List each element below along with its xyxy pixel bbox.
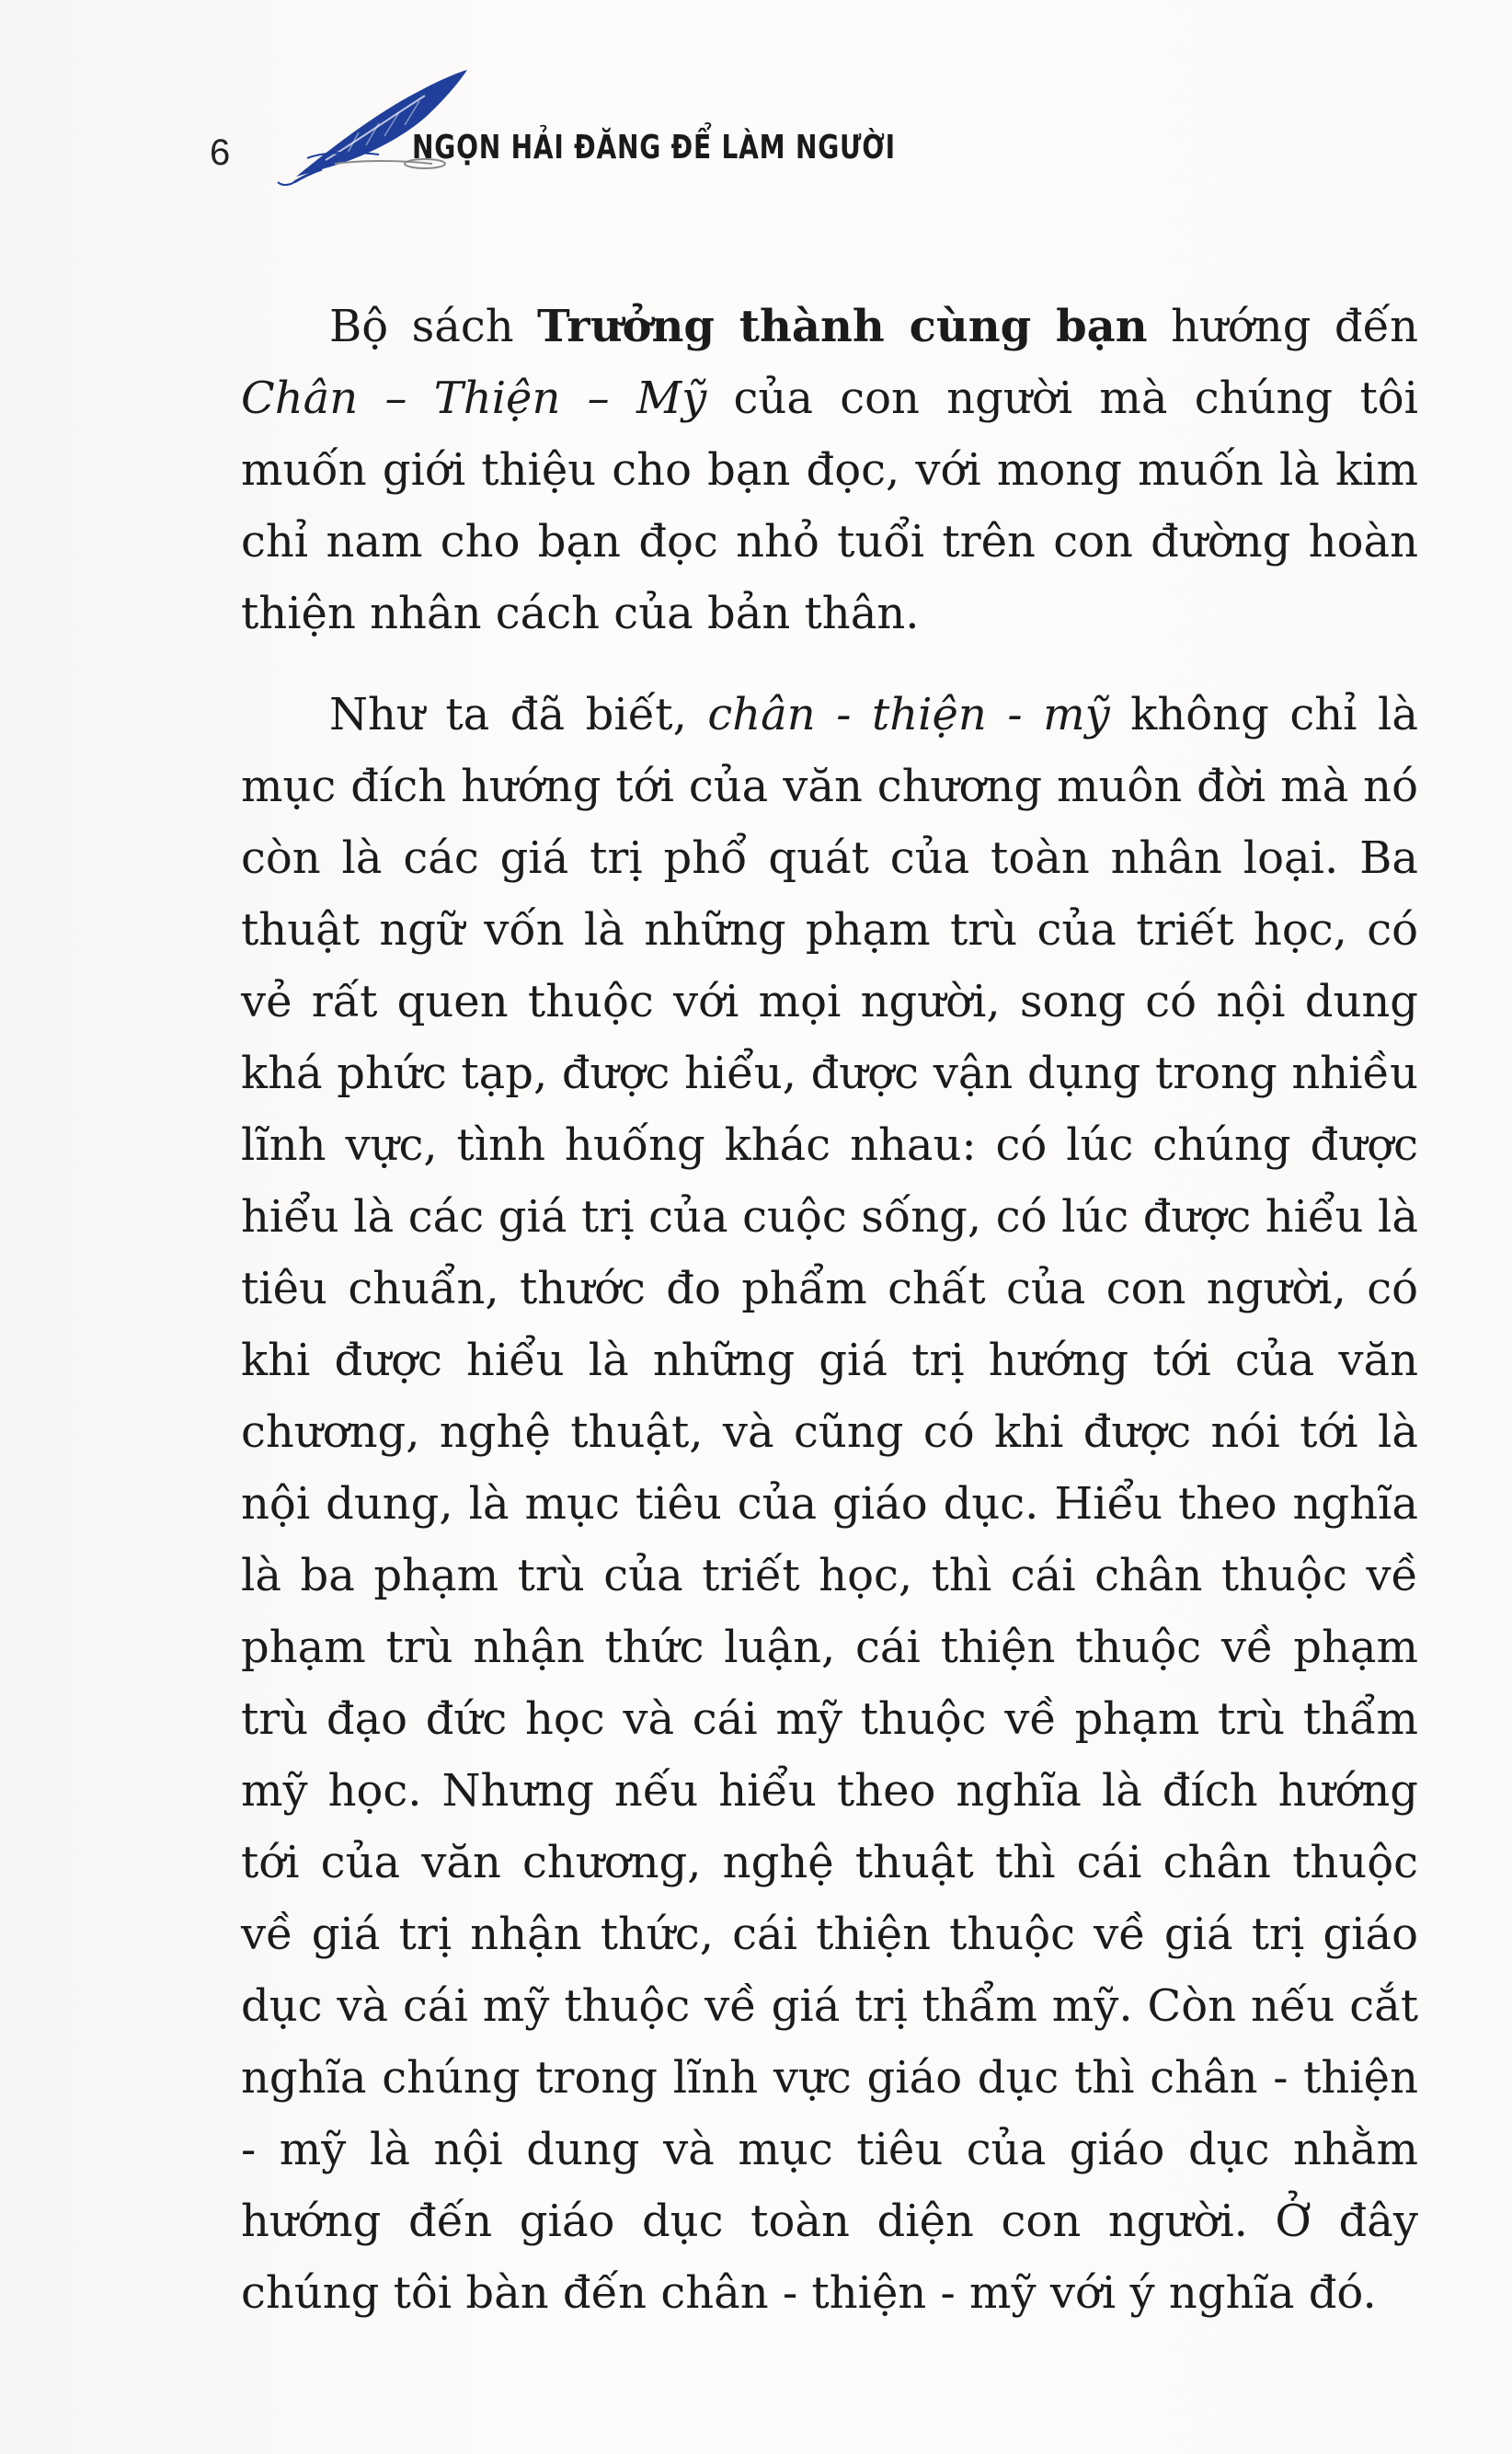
running-title: NGỌN HẢI ĐĂNG ĐỂ LÀM NGƯỜI — [412, 129, 896, 166]
page-number: 6 — [210, 132, 231, 173]
series-title-bold: Trưởng thành cùng bạn — [537, 301, 1148, 352]
chan-thien-my-italic: Chân – Thiện – Mỹ — [241, 373, 707, 424]
paragraph-2 — [241, 679, 1418, 2329]
body-text — [241, 291, 1418, 2329]
feather-quill-icon — [270, 68, 601, 188]
paragraph-1 — [241, 291, 1418, 649]
paragraph-1-text-b: hướng đến — [1147, 301, 1419, 352]
paragraph-1-text-a: Bộ sách — [329, 301, 538, 352]
chan-thien-my-italic-2: chân - thiện - mỹ — [707, 689, 1110, 740]
paragraph-2-text-a: Như ta đã biết, — [329, 689, 708, 740]
paragraph-2-text-b: không chỉ là mục đích hướng tới của văn chương muôn đời mà nó còn là các giá trị phổ quát của toàn nhân loại. Ba thuật ngữ vốn là những phạm trù của triết học, có vẻ rất quen thuộc với mọi người, song có nội dung khá phức tạp, được hiểu, được vận dụng trong nhiều lĩnh vực, tình huống khác nhau: có lúc chúng được hiểu là các giá trị của cuộc sống, có lúc được hiểu là tiêu chuẩn, thước đo phẩm chất của con người, có khi được hiểu là những giá trị hướng tới của văn chương, nghệ thuật, và cũng có khi được nói tới là nội dung, là mục tiêu của giáo dục. Hiểu theo nghĩa là ba phạm trù của triết học, thì cái chân thuộc về phạm trù nhận thức luận, cái thiện thuộc về phạm trù đạo đức học và cái mỹ thuộc về phạm trù thẩm mỹ học. Nhưng nếu hiểu theo nghĩa là đích hướng tới của văn chương, nghệ thuật thì cái chân thuộc về giá trị nhận thức, cái thiện thuộc về giá trị giáo dục và cái mỹ thuộc về giá trị thẩm mỹ. Còn nếu cắt nghĩa chúng trong lĩnh vực giáo dục thì chân - thiện - mỹ là nội dung và mục tiêu của giáo dục nhằm hướng đến giáo dục toàn diện con người. Ở đây chúng tôi bàn đến chân - thiện - mỹ với ý nghĩa đó. — [241, 689, 1418, 2319]
page-header — [210, 68, 1037, 188]
paragraph-1-text-c: của con người mà chúng tôi muốn giới thiệu cho bạn đọc, với mong muốn là kim chỉ nam cho bạn đọc nhỏ tuổi trên con đường hoàn thiện nhân cách của bản thân. — [241, 373, 1418, 639]
